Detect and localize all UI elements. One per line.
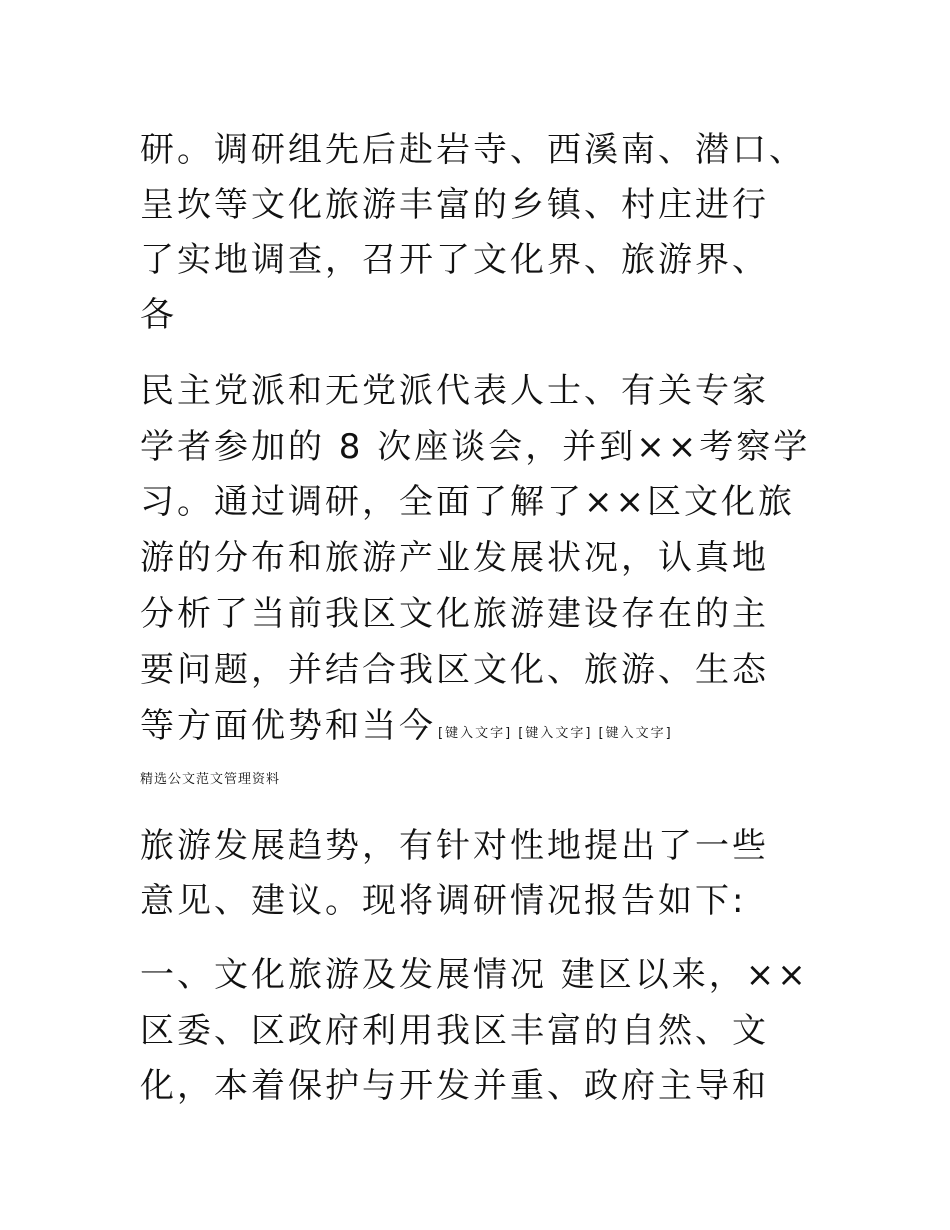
body-text-line: [140, 706, 673, 754]
body-text-segment: 等方面优势和当今: [140, 706, 436, 746]
body-text-line: 旅游发展趋势，有针对性地提出了一些: [140, 826, 769, 866]
body-text-line: 要问题，并结合我区文化、旅游、生态: [140, 650, 769, 690]
body-text-line: 研。调研组先后赴岩寺、西溪南、潜口、: [140, 130, 806, 170]
body-text-line: 分析了当前我区文化旅游建设存在的主: [140, 594, 769, 634]
body-text-line: 游的分布和旅游产业发展状况，认真地: [140, 538, 769, 578]
body-text-line: 意见、建议。现将调研情况报告如下:: [140, 881, 747, 921]
body-text-line: 化，本着保护与开发并重、政府主导和: [140, 1066, 769, 1106]
body-text-line: 学者参加的 8 次座谈会，并到××考察学: [140, 427, 811, 467]
body-text-line: 民主党派和无党派代表人士、有关专家: [140, 371, 769, 411]
body-text-line: 习。通过调研，全面了解了××区文化旅: [140, 482, 795, 522]
body-text-line: 各: [140, 295, 177, 335]
body-text-line: 了实地调查，召开了文化界、旅游界、: [140, 240, 769, 280]
header-placeholder-text: [键入文字] [键入文字] [键入文字]: [438, 726, 673, 741]
footer-label: 精选公文范文管理资料: [140, 772, 281, 787]
body-text-line: 一、文化旅游及发展情况 建区以来，××: [140, 955, 809, 995]
body-text-line: 区委、区政府利用我区丰富的自然、文: [140, 1011, 769, 1051]
body-text-line: 呈坎等文化旅游丰富的乡镇、村庄进行: [140, 185, 769, 225]
